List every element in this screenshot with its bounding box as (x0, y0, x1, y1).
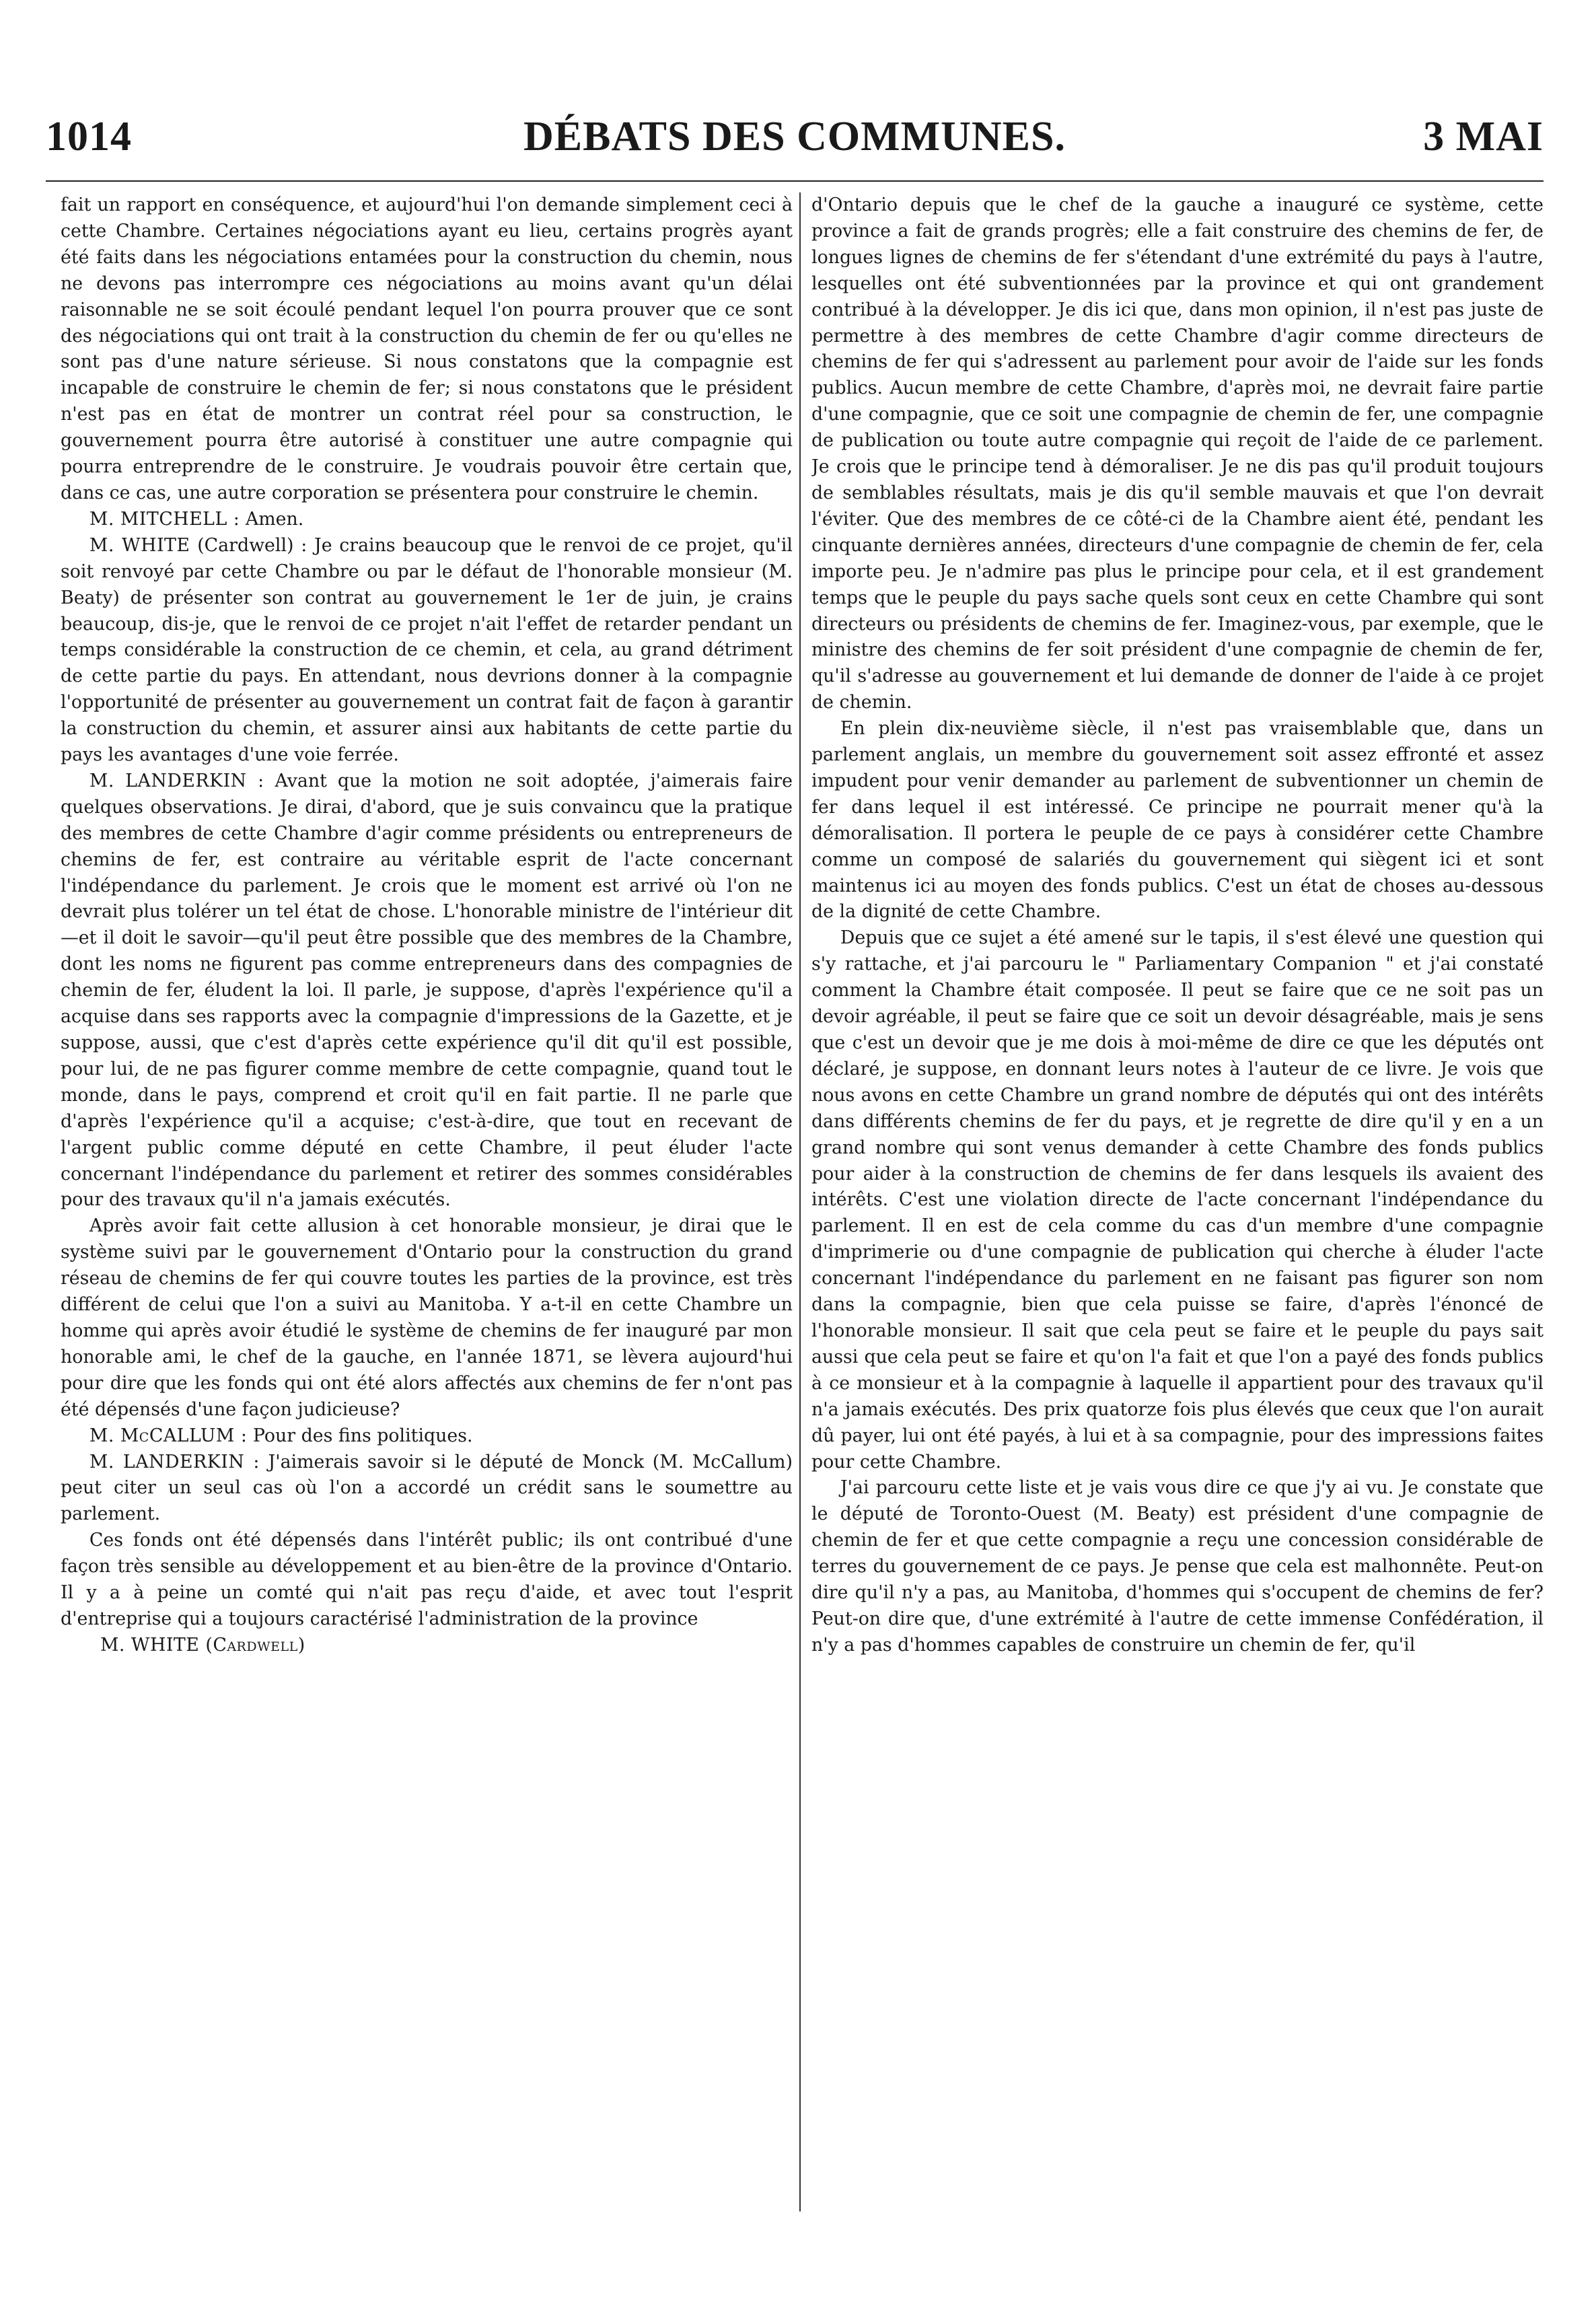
paragraph: Depuis que ce sujet a été amené sur le tapis, il s'est élevé une question qui s'y rattache, et j'ai parcouru le " Parliamentary Companion " et j'ai constaté comment la Chambre était composée. Il peut se faire que ce ne soit pas un devoir agréable, il peut se faire que ce soit un devoir désagréable, mais je sens que c'est un devoir que je me dois à moi-même de dire ce que les députés ont déclaré, je suppose, en donnant leurs notes à l'auteur de ce livre. Je vois que nous avons en cette Chambre un grand nombre de députés qui ont des intérêts dans différents chemins de fer du pays, et je regrette de dire qu'il y en a un grand nombre qui sont venus demander à cette Chambre des fonds publics pour aider à la construction de chemins de fer dans lesquels ils avaient des intérêts. C'est une violation directe de l'acte concernant l'indépendance du parlement. Il en est de cela comme du cas d'un membre d'une compagnie d'imprimerie ou d'une compagnie de publication qui cherche à éluder l'acte concernant l'indépendance du parlement en ne faisant pas figurer son nom dans la compagnie, bien que cela puisse se faire, d'après l'énoncé de l'honorable monsieur. Il sait que cela peut se faire et le peuple du pays sait aussi que cela peut se faire et qu'on l'a fait et que l'on a payé des fonds publics à ce monsieur et à la compagnie à laquelle il appartient pour des travaux qu'il n'a jamais exécutés. Des prix quatorze fois plus élevés que ceux que l'on aurait dû payer, lui ont été payés, à lui et à sa compagnie, pour des impressions faites pour cette Chambre. (811, 927, 1544, 1472)
speech-text: Amen. (245, 508, 304, 530)
header-rule (46, 180, 1544, 182)
speech-text: Pour des fins politiques. (252, 1425, 473, 1446)
left-column (61, 192, 793, 2225)
speech-text: J'aimerais savoir si le député de Monck (M. McCallum) peut citer un seul cas où l'on a accordé un crédit sans le soumettre au parlement. (61, 1451, 793, 1525)
speech-text: Avant que la motion ne soit adoptée, j'aimerais faire quelques observations. Je dirai, d'abord, que je suis convaincu que la pratique des membres de cette Chambre d'agir comme présidents ou entrepreneurs de chemins de fer, est contraire au véritable esprit de l'acte concernant l'indépendance du parlement. Je crois que le moment est arrivé où l'on ne devrait plus tolérer un tel état de chose. L'honorable ministre de l'intérieur dit—et il doit le savoir—qu'il peut être possible que des membres de la Chambre, dont les noms ne figurent pas comme entrepreneurs dans des compagnies de chemin de fer, éludent la loi. Il parle, je suppose, d'après l'expérience qu'il a acquise dans ses rapports avec la compagnie d'impressions de la Gazette, et je suppose, aussi, que c'est d'après cette expérience qu'il dit qu'il est possible, pour lui, de ne pas figurer comme membre de cette compagnie, quand tout le monde, dans le pays, comprend et croit qu'il en fait partie. Il ne parle que d'après l'expérience qu'il a acquise; c'est-à-dire, que tout en recevant de l'argent public comme député en cette Chambre, il peut éluder l'acte concernant l'indépendance du parlement et retirer des sommes considérables pour des travaux qu'il n'a jamais exécutés. (61, 770, 793, 1211)
paragraph: Après avoir fait cette allusion à cet honorable monsieur, je dirai que le système suivi par le gouvernement d'Ontario pour la construction du grand réseau de chemins de fer qui couvre toutes les parties de la province, est très différent de celui que l'on a suivi au Manitoba. Y a-t-il en cette Chambre un homme qui après avoir étudié le système de chemins de fer inauguré par mon honorable ami, le chef de la gauche, en l'année 1871, se lèvera aujourd'hui pour dire que les fonds qui ont été alors affectés aux chemins de fer n'ont pas été dépensés d'une façon judicieuse? (61, 1215, 793, 1420)
paragraph (61, 769, 793, 1213)
paragraph (61, 507, 793, 533)
column-divider (799, 192, 801, 2211)
speech-text: (Cardwell) : Je crains beaucoup que le renvoi de ce projet, qu'il soit renvoyé par cette Chambre ou par le défaut de l'honorable monsieur (M. Beaty) de présenter son contrat au gouvernement le 1er de juin, je crains beaucoup, dis-je, que le renvoi de ce projet n'ait l'effet de retarder pendant un temps considérable la construction de ce chemin, et cela, au grand détriment de cette partie du pays. En attendant, nous devrions donner à la compagnie l'opportunité de présenter au gouvernement un contrat fait de façon à garantir la construction du chemin, et assurer ainsi aux habitants de cette partie du pays les avantages d'une voie ferrée. (61, 534, 793, 766)
speaker-name: M. LANDERKIN : (89, 1451, 260, 1472)
speaker-name: M. McCALLUM : (89, 1425, 248, 1446)
speaker-name: M. LANDERKIN : (89, 770, 264, 791)
speaker-name: M. WHITE (89, 534, 190, 556)
paragraph (61, 533, 793, 769)
paragraph: fait un rapport en conséquence, et aujourd'hui l'on demande simplement ceci à cette Chambre. Certaines négociations ayant eu lieu, certains progrès ayant été faits dans les négociations entamées pour la construction du chemin, nous ne devons pas interrompre ces négociations au moins avant qu'un délai raisonnable ne se soit écoulé pendant lequel l'on pourra prouver que ce sont des négociations qui ont trait à la construction du chemin de fer ou qu'elles ne sont pas d'une nature sérieuse. Si nous constatons que la compagnie est incapable de construire le chemin de fer; si nous constatons que le président n'est pas en état de montrer un contrat réel pour sa construction, le gouvernement pourra être autorisé à constituer une autre compagnie qui pourra entreprendre de le construire. Je voudrais pouvoir être certain que, dans ce cas, une autre corporation se présentera pour construire le chemin. (61, 194, 793, 503)
page-footer-speaker: M. WHITE (Cardwell) (100, 1634, 305, 1656)
paragraph (61, 1450, 793, 1528)
paragraph: En plein dix-neuvième siècle, il n'est pas vraisemblable que, dans un parlement anglais, un membre du gouvernement soit assez effronté et assez impudent pour venir demander au parlement de subventionner un chemin de fer dans lequel il est intéressé. Ce principe ne pourrait mener qu'à la démoralisation. Il portera le peuple de ce pays à considérer cette Chambre comme un composé de salariés du gouvernement qui siègent ici et sont maintenus ici au moyen des fonds publics. C'est un état de choses au-dessous de la dignité de cette Chambre. (811, 718, 1544, 923)
running-title: DÉBATS DES COMMUNES. (523, 114, 1066, 159)
paragraph (61, 1423, 793, 1450)
header-date: 3 MAI (1423, 114, 1544, 159)
speaker-name: M. MITCHELL : (89, 508, 240, 530)
paragraph: d'Ontario depuis que le chef de la gauche a inauguré ce système, cette province a fait de grands progrès; elle a fait construire des chemins de fer, de longues lignes de chemins de fer s'étendant d'une extrémité du pays à l'autre, lesquelles ont été subventionnées par la province et qui ont grandement contribué à la développer. Je dis ici que, dans mon opinion, il n'est pas juste de permettre à des membres de cette Chambre d'agir comme directeurs de chemins de fer qui s'adressent au parlement pour avoir de l'aide sur les fonds publics. Aucun membre de cette Chambre, d'après moi, ne devrait faire partie d'une compagnie, que ce soit une compagnie de chemin de fer, une compagnie de publication ou toute autre compagnie qui reçoit de l'aide de ce parlement. Je crois que le principe tend à démoraliser. Je ne dis pas qu'il produit toujours de semblables résultats, mais je dis qu'il semble mauvais et que l'on devrait l'éviter. Que des membres de ce côté-ci de la Chambre aient été, pendant les cinquante dernières années, directeurs d'une compagnie de chemin de fer, cela importe peu. Je n'admire pas plus le principe pour cela, et il est grandement temps que le peuple du pays sache quels sont ceux en cette Chambre qui sont directeurs ou présidents de chemins de fer. Imaginez-vous, par exemple, que le ministre des chemins de fer soit président d'une compagnie de chemin de fer, qu'il s'adresse au gouvernement et lui demande de donner de l'aide à ce projet de chemin. (811, 194, 1544, 713)
page-number: 1014 (46, 114, 132, 159)
paragraph: Ces fonds ont été dépensés dans l'intérêt public; ils ont contribué d'une façon très sensible au développement et au bien-être de la province d'Ontario. Il y a à peine un comté qui n'ait pas reçu d'aide, et avec tout l'esprit d'entreprise qui a toujours caractérisé l'administration de la province (61, 1530, 793, 1629)
paragraph: J'ai parcouru cette liste et je vais vous dire ce que j'y ai vu. Je constate que le député de Toronto-Ouest (M. Beaty) est président d'une compagnie de chemin de fer et que cette compagnie a reçu une concession considérable de terres du gouvernement de ce pays. Je pense que cela est malhonnête. Peut-on dire qu'il n'y a pas, au Manitoba, d'hommes qui s'occupent de chemins de fer? Peut-on dire que, d'une extrémité à l'autre de cette immense Confédération, il n'y a pas d'hommes capables de construire un chemin de fer, qu'il (811, 1477, 1544, 1656)
page-header (46, 113, 1544, 174)
right-column (811, 192, 1544, 2225)
